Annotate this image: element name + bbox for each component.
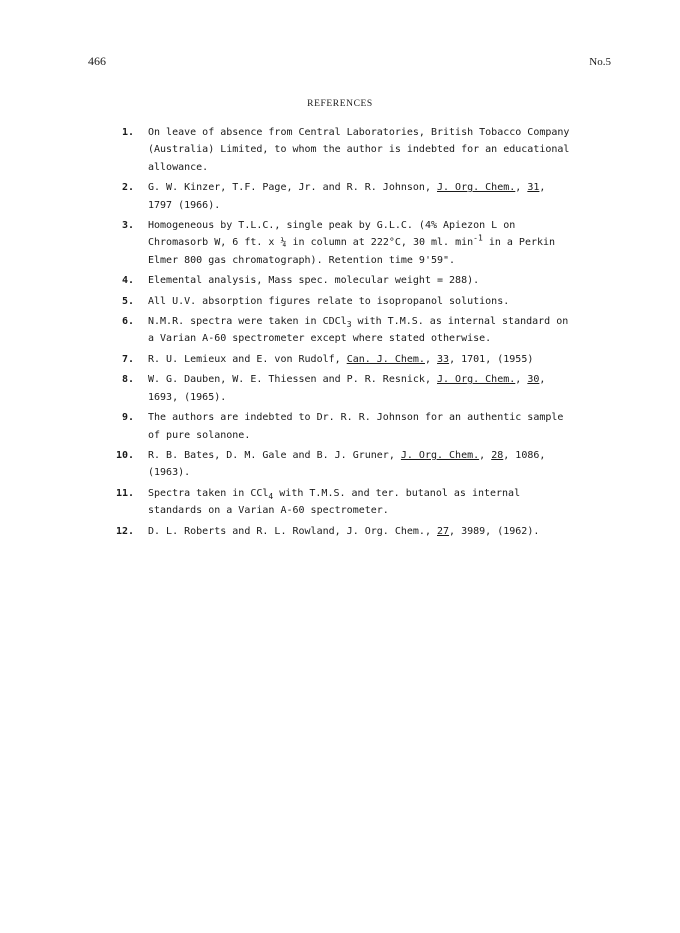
reference-text: The authors are indebted to Dr. R. R. Johnson for an authentic sample of pure solanone. [148, 412, 564, 441]
journal-name: J. Org. Chem. [437, 182, 516, 194]
reference-text: Spectra taken in CCl$_4$ with T.M.S. and ter. butanol as internal standards on a Varian A-60 spectrometer. [148, 487, 521, 517]
reference-text: Homogeneous by T.L.C., single peak by G.L.C. (4% Apiezon L on Chromasorb W, 6 ft. x ¼ in column at 222°C, 30 ml. $\min^{-1}$ in a Perkin Elmer 800 gas chromatograph). Retention time 9'59". [148, 220, 556, 266]
reference-8 [110, 371, 570, 406]
reference-number: 3. [121, 220, 134, 232]
journal-name: J. Org. Chem. [437, 374, 516, 386]
reference-number: 9. [121, 412, 134, 424]
reference-number: 4. [121, 275, 134, 287]
reference-3 [110, 217, 570, 269]
reference-number: 5. [121, 295, 134, 307]
reference-7 [110, 351, 570, 368]
volume-number: 33 [437, 353, 450, 365]
reference-text: W. G. Dauben, W. E. Thiessen and P. R. Resnick, J. Org. Chem., 30, 1693, (1965). [148, 374, 546, 403]
reference-number: 10. [115, 449, 134, 461]
reference-number: 11. [115, 487, 134, 499]
reference-text: R. U. Lemieux and E. von Rudolf, Can. J. Chem., 33, 1701, (1955) [148, 353, 534, 365]
reference-12 [110, 523, 570, 540]
reference-9 [110, 409, 570, 444]
reference-text: G. W. Kinzer, T.F. Page, Jr. and R. R. Johnson, J. Org. Chem., 31, 1797 (1966). [148, 182, 546, 211]
reference-text: R. B. Bates, D. M. Gale and B. J. Gruner, J. Org. Chem., 28, 1086, (1963). [148, 449, 546, 479]
reference-number: 12. [115, 525, 134, 537]
reference-2 [110, 179, 570, 214]
reference-4 [110, 272, 570, 289]
volume-number: 31 [527, 182, 540, 194]
page-number: 466 [88, 54, 106, 68]
reference-number: 2. [121, 182, 134, 194]
journal-issue-number: No.5 [589, 56, 611, 68]
reference-text: On leave of absence from Central Laboratories, British Tobacco Company (Australia) Limited, to whom the author is indebted for an educational allowance. [148, 127, 570, 173]
reference-5 [110, 293, 570, 310]
section-title: REFERENCES [307, 99, 373, 109]
reference-text: D. L. Roberts and R. L. Rowland, J. Org. Chem., 27, 3989, (1962). [148, 525, 540, 537]
journal-name: J. Org. Chem. [400, 449, 480, 461]
references-list [110, 124, 570, 540]
reference-number: 8. [121, 374, 134, 386]
volume-number: 27 [437, 525, 450, 537]
reference-number: 7. [121, 353, 134, 365]
reference-11 [110, 485, 570, 520]
volume-number: 30 [527, 374, 540, 386]
reference-1 [110, 124, 570, 176]
reference-text: Elemental analysis, Mass spec. molecular weight = 288). [148, 275, 480, 287]
journal-name: Can. J. Chem. [346, 353, 425, 365]
reference-10 [110, 447, 570, 482]
volume-number: 28 [491, 449, 504, 461]
reference-number: 6. [121, 316, 134, 328]
reference-text: N.M.R. spectra were taken in CDCl$_3$ with T.M.S. as internal standard on a Varian A-60 spectrometer except where stated otherwise. [148, 316, 569, 345]
reference-6 [110, 313, 570, 348]
reference-text: All U.V. absorption figures relate to isopropanol solutions. [148, 295, 510, 307]
reference-number: 1. [121, 127, 134, 138]
